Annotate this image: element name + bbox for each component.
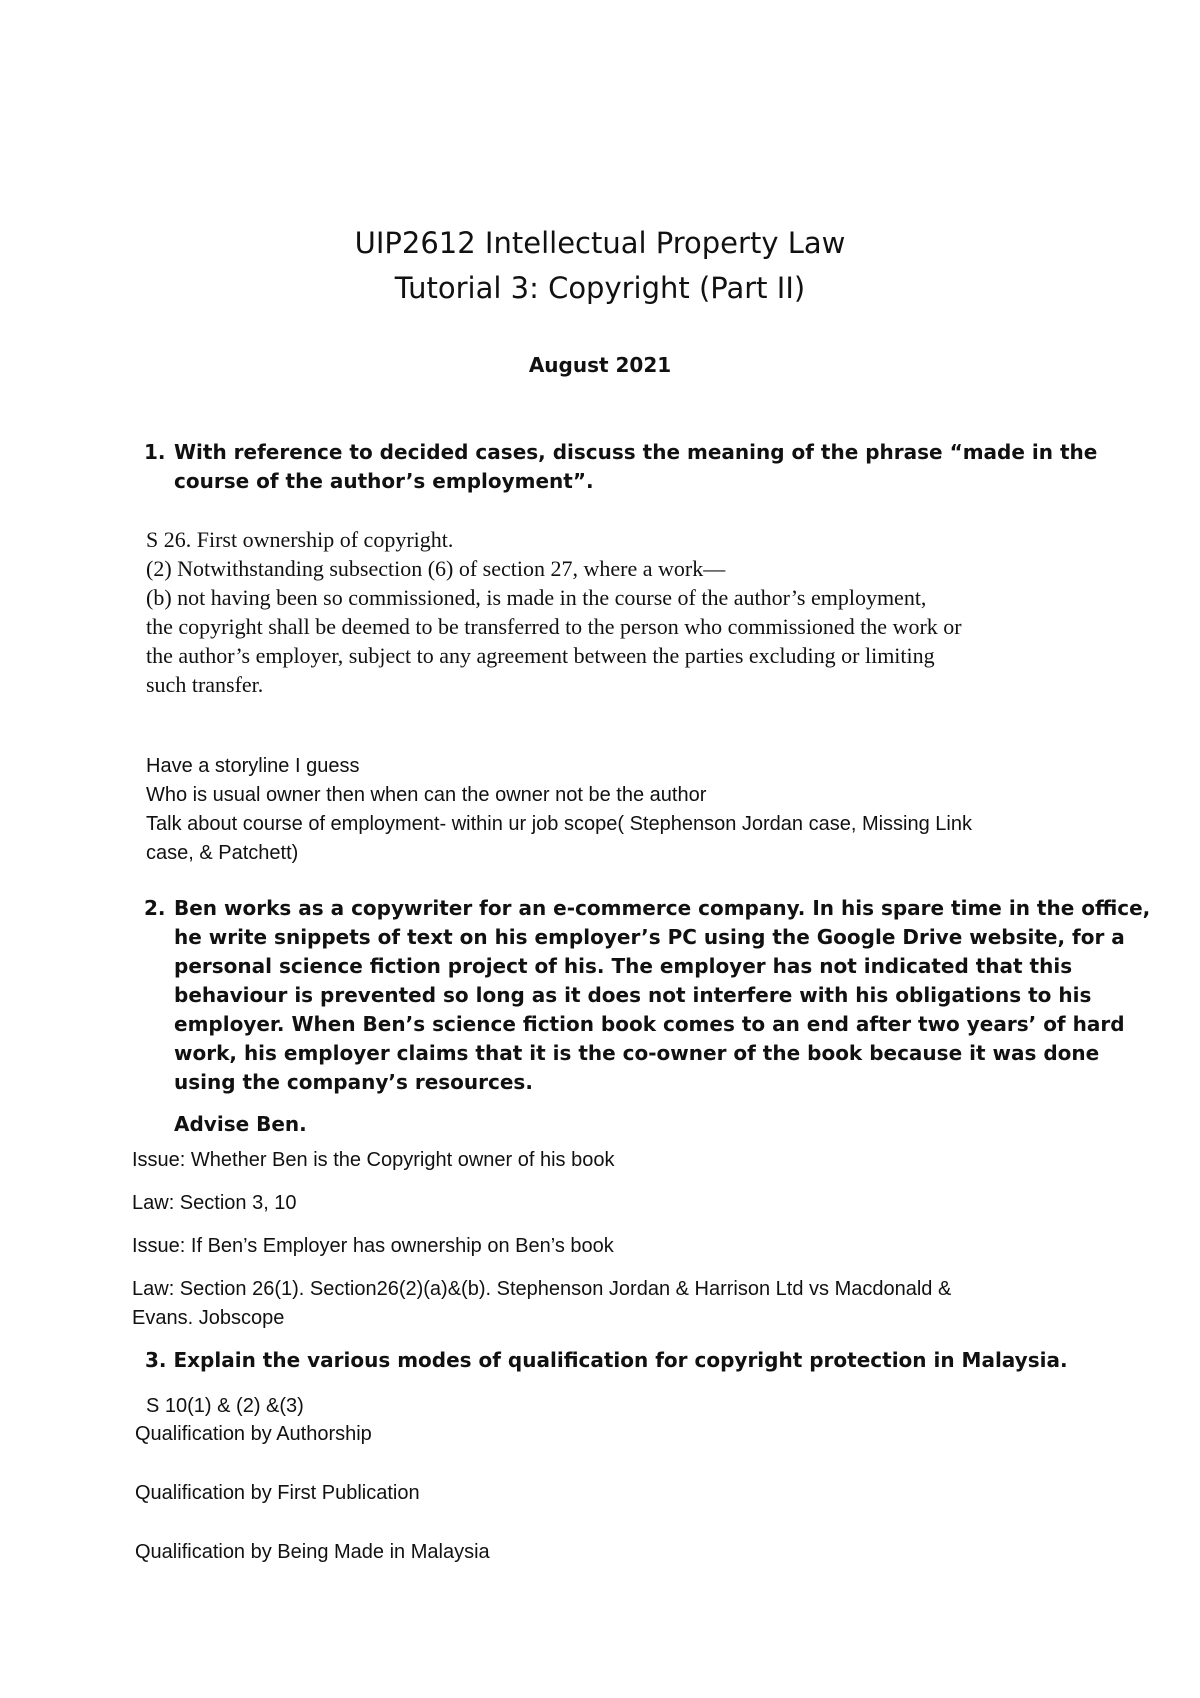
- qualification-mode: Qualification by Authorship: [135, 1423, 372, 1445]
- question-2-number: 2.: [144, 896, 166, 920]
- question-2-line: behaviour is prevented so long as it does not interfere with his obligations to his: [174, 983, 1092, 1007]
- question-2: [144, 894, 1151, 1097]
- q2-note-law-2: [132, 1275, 1092, 1333]
- statute-line: (b) not having been so commissioned, is made in the course of the author’s employment,: [146, 585, 927, 610]
- question-1-line: course of the author’s employment”.: [174, 469, 594, 493]
- question-3-number: 3.: [145, 1348, 167, 1372]
- question-3-text: Explain the various modes of qualification for copyright protection in Malaysia.: [173, 1348, 1068, 1372]
- q2-note-issue-1: Issue: Whether Ben is the Copyright owner of his book: [132, 1149, 615, 1171]
- qualification-mode: Qualification by First Publication: [135, 1482, 420, 1504]
- note-line: Who is usual owner then when can the owner not be the author: [146, 784, 707, 806]
- question-2-line: he write snippets of text on his employer’s PC using the Google Drive website, for a: [174, 925, 1125, 949]
- note-line: Law: Section 26(1). Section26(2)(a)&(b). Stephenson Jordan & Harrison Ltd vs Macdonald &: [132, 1278, 952, 1300]
- note-line: Have a storyline I guess: [146, 755, 360, 777]
- question-1-number: 1.: [144, 440, 166, 464]
- statute-line: (2) Notwithstanding subsection (6) of section 27, where a work—: [146, 556, 726, 581]
- question-1-notes: [146, 752, 1086, 868]
- question-2-line: using the company’s resources.: [174, 1070, 533, 1094]
- section-reference: S 10(1) & (2) &(3): [146, 1395, 304, 1417]
- question-2-line: Ben works as a copywriter for an e-commerce company. In his spare time in the office,: [174, 896, 1151, 920]
- statute-line: the author’s employer, subject to any agreement between the parties excluding or limiting: [146, 643, 935, 668]
- q2-note-law-1: Law: Section 3, 10: [132, 1192, 297, 1214]
- document-date: August 2021: [528, 353, 672, 377]
- q2-note-issue-2: Issue: If Ben’s Employer has ownership on Ben’s book: [132, 1235, 614, 1257]
- note-line: Talk about course of employment- within ur job scope( Stephenson Jordan case, Missing Link: [146, 813, 972, 835]
- qualification-mode: Qualification by Being Made in Malaysia: [135, 1541, 490, 1563]
- statute-excerpt: [146, 525, 1086, 699]
- statute-line: the copyright shall be deemed to be transferred to the person who commissioned the work or: [146, 614, 962, 639]
- question-3: [145, 1346, 1068, 1375]
- question-2-line: employer. When Ben’s science fiction book comes to an end after two years’ of hard: [174, 1012, 1125, 1036]
- advise-ben: Advise Ben.: [174, 1112, 307, 1136]
- statute-line: such transfer.: [146, 672, 264, 697]
- question-1-line: With reference to decided cases, discuss the meaning of the phrase “made in the: [174, 440, 1098, 464]
- note-line: Evans. Jobscope: [132, 1307, 285, 1329]
- question-2-line: personal science fiction project of his. The employer has not indicated that this: [174, 954, 1073, 978]
- tutorial-title: Tutorial 3: Copyright (Part II): [394, 271, 806, 305]
- course-title: UIP2612 Intellectual Property Law: [354, 226, 846, 260]
- question-2-line: work, his employer claims that it is the co-owner of the book because it was done: [174, 1041, 1100, 1065]
- statute-line: S 26. First ownership of copyright.: [146, 527, 454, 552]
- question-1: [144, 438, 1098, 496]
- note-line: case, & Patchett): [146, 842, 299, 864]
